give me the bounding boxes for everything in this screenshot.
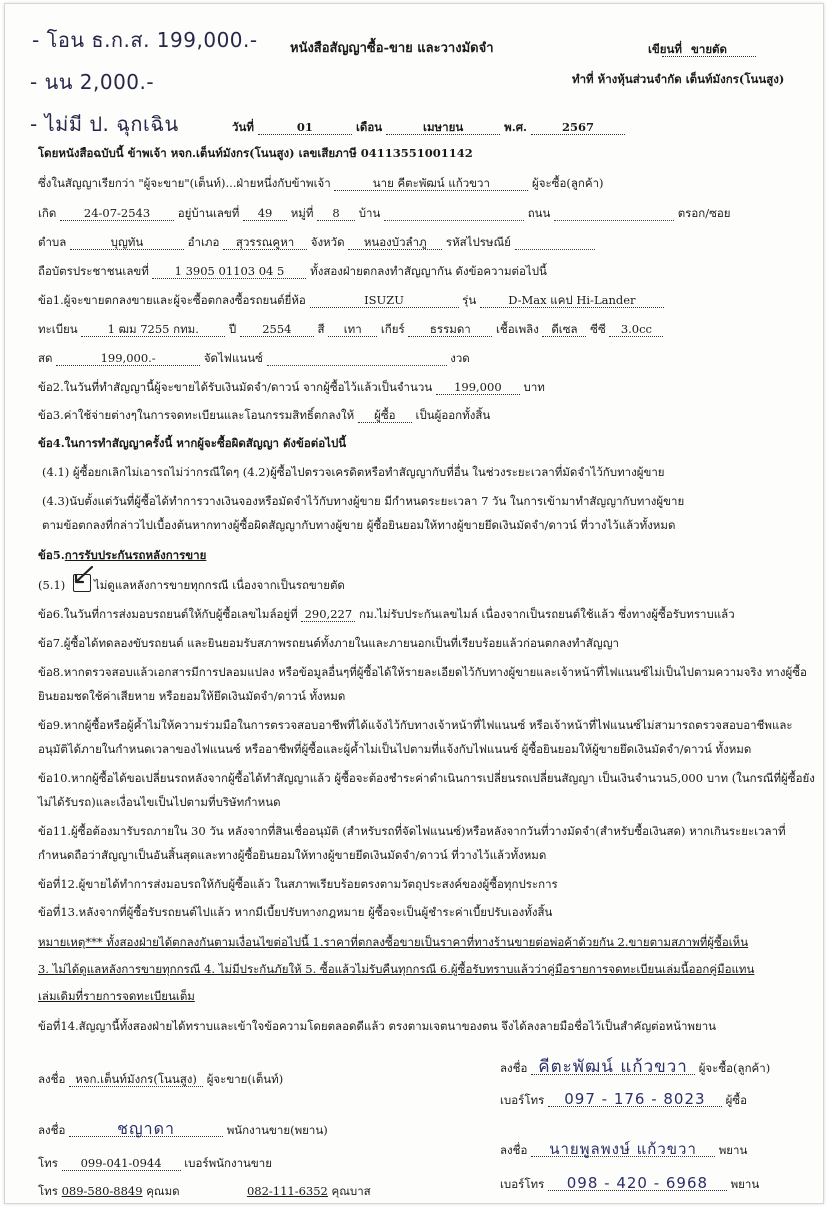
buyer-name: นาย คีตะพัฒน์ แก้วขวา — [334, 176, 528, 191]
buyer-name-line — [38, 176, 604, 191]
year-label: พ.ศ. — [504, 120, 528, 134]
amphoe-value: สุวรรณคูหา — [223, 235, 307, 250]
buyer-address-line-2 — [38, 235, 595, 250]
amphoe-label: อำเภอ — [187, 235, 220, 249]
witness-phone-role: พยาน — [730, 1177, 760, 1191]
clause-4-3: (4.3)นับตั้งแต่วันที่ผู้ซื้อได้ทำการวางเงินจองหรือมัดจำไว้กับทางผู้ขาย มีกำหนดระยะเวลา 7 วัน ในการเข้ามาทำสัญญากับทางผู้ขาย — [42, 494, 685, 508]
document-title: หนังสือสัญญาซื้อ-ขาย และวางมัดจำ — [290, 41, 494, 56]
buyer-sign-role: ผู้จะซื้อ(ลูกค้า) — [698, 1061, 771, 1075]
clause-6-suffix: กม.ไม่รับประกันเลขไมล์ เนื่องจากเป็นรถยนต์ใช้แล้ว ซึ่งทางผู้ซื้อรับทราบแล้ว — [359, 607, 735, 621]
warranty-checkbox[interactable] — [73, 574, 91, 592]
clause-11: ข้อ11.ผู้ซื้อต้องมารับรถภายใน 30 วัน หลังจากที่สินเชื่ออนุมัติ (สำหรับรถที่จัดไฟแนนซ์)หรือหลังจากวันที่วางมัดจำ(สำหรับซื้อเงินสด) หากเกินระยะเวลาที่ — [38, 824, 786, 838]
gear-label: เกียร์ — [380, 322, 405, 336]
clause-5-heading: การรับประกันรถหลังการขาย — [64, 548, 207, 562]
house-label: อยู่บ้านเลขที่ — [177, 206, 240, 220]
buyer-signature: คีตะพัฒน์ แก้วขวา — [531, 1060, 695, 1075]
year-value: 2567 — [531, 120, 625, 135]
handwritten-note-no-insurance: - ไม่มี ป. ฉุกเฉิน — [30, 112, 179, 136]
contact-phones-line — [38, 1184, 371, 1198]
tambon-value: บุญทัน — [70, 235, 184, 250]
clause-9: ข้อ9.หากผู้ซื้อหรือผู้ค้ำไม่ให้ความร่วมมือในการตรวจสอบอาชีพที่ได้แจ้งไว้กับทางเจ้าหน้าที่ไฟแนนซ์ หรือเจ้าหน้าที่ไฟแนนซ์ไม่สามารถตรวจสอบอาชีพและ — [38, 718, 793, 732]
clause-3 — [38, 408, 490, 423]
id-value: 1 3905 01103 04 5 — [152, 264, 306, 279]
staff-phone: 099-041-0944 — [62, 1156, 181, 1171]
cash-label: สด — [38, 351, 53, 365]
road-value — [554, 206, 674, 221]
vehicle-fuel: ดีเซล — [542, 322, 586, 337]
clause-5-1-label: (5.1) — [38, 578, 66, 592]
date-line — [232, 120, 625, 135]
handwritten-note-fee: - นน 2,000.- — [30, 70, 155, 94]
staff-tel-label: โทร — [38, 1156, 58, 1170]
seller-intro: โดยหนังสือฉบับนี้ ข้าพเจ้า หจก.เต็นท์มังกร(โนนสูง) เลขเสียภาษี 04113551001142 — [38, 146, 473, 160]
remark-line-1: หมายเหตุ*** ทั้งสองฝ่ายได้ตกลงกันตามเงื่อนไขต่อไปนี้ 1.ราคาที่ตกลงซื้อขายเป็นราคาที่ทางร้านขายต่อพ่อค้าด้วยกัน 2.ขายตามสภาพที่ผู้ซื้อเห็น — [38, 935, 749, 949]
clause-8: ข้อ8.หากตรวจสอบแล้วเอกสารมีการปลอมแปลง หรือข้อมูลอื่นๆที่ผู้ซื้อได้ให้รายละเอียดไว้กับทางผู้ขายและเจ้าหน้าที่ไฟแนนซ์ไม่เป็นไปตามความจริง ทางผู้ซื้อ — [38, 665, 807, 679]
staff-signature-line — [38, 1119, 328, 1138]
clause-2-suffix: บาท — [523, 380, 545, 394]
written-at-value: ขายตัด — [662, 42, 756, 57]
color-label: สี — [317, 322, 325, 336]
clause-2 — [38, 380, 545, 395]
clause-3-prefix: ข้อ3.ค่าใช้จ่ายต่างๆในการจดทะเบียนและโอนกรรมสิทธิ์ตกลงให้ — [38, 408, 355, 422]
seller-sign-label: ลงชื่อ — [38, 1072, 66, 1086]
witness-signature-line — [500, 1142, 747, 1157]
clause-9b: อนุมัติได้ภายในกำหนดเวลาของไฟแนนซ์ หรืออาชีพที่ผู้ซื้อและผู้ค้ำไม่เป็นไปตามที่แจ้งกับไฟแนนซ์ ผู้ซื้อยินยอมให้ผู้ขายยึดเงินมัดจำ/ดาวน์ ทั้งหมด — [38, 742, 752, 756]
phone-b-name: คุณบาส — [331, 1184, 371, 1198]
written-at-label: เขียนที่ — [648, 42, 682, 56]
buyer-phone-label: เบอร์โทร — [500, 1093, 545, 1107]
finance-label: จัดไฟแนนซ์ — [203, 351, 263, 365]
staff-signature: ชญาดา — [69, 1122, 223, 1137]
vehicle-plate: 1 ฒม 7255 กทม. — [81, 322, 225, 337]
buyer-intro: ซึ่งในสัญญาเรียกว่า "ผู้จะขาย"(เต็นท์)...ฝ่ายหนึ่งกับข้าพเจ้า — [38, 176, 331, 190]
staff-role: พนักงานขาย(พยาน) — [226, 1123, 328, 1137]
seller-signature-line — [38, 1072, 283, 1087]
day-label: วันที่ — [232, 120, 254, 134]
remark-line-2: 3. ไม่ได้ดูแลหลังการขายทุกกรณี 4. ไม่มีประกันภัยให้ 5. ซื้อแล้วไม่รับคืนทุกกรณี 6.ผู้ซื้อรับทราบแล้วว่าคู่มือรายการจดทะเบียนเล่มนี้ออกคู่มือแทน — [38, 962, 755, 976]
place-line — [572, 72, 784, 86]
buyer-signature-line — [500, 1057, 771, 1077]
buyer-phone: 097 - 176 - 8023 — [548, 1092, 722, 1107]
clause-14: ข้อที่14.สัญญานี้ทั้งสองฝ่ายได้ทราบและเข้าใจข้อความโดยตลอดดีแล้ว ตรงตามเจตนาของตน จึงได้ลงลายมือชื่อไว้เป็นสำคัญต่อหน้าพยาน — [38, 1019, 717, 1033]
day-value: 01 — [258, 120, 352, 135]
phone-a: 089-580-8849 — [61, 1184, 143, 1198]
clause-11b: กำหนดถือว่าสัญญาเป็นอันสิ้นสุดและทางผู้ซื้อยินยอมให้ทางผู้ขายยึดเงินมัดจำ/ดาวน์ ที่วางไว้แล้วทั้งหมด — [38, 848, 547, 862]
postal-label: รหัสไปรษณีย์ — [445, 235, 511, 249]
contact-tel-label: โทร — [38, 1184, 58, 1198]
vehicle-gear: ธรรมดา — [408, 322, 492, 337]
month-label: เดือน — [355, 120, 383, 134]
buyer-phone-line — [500, 1092, 747, 1107]
witness-phone-label: เบอร์โทร — [500, 1177, 545, 1191]
clause-6 — [38, 607, 735, 622]
clause-12: ข้อที่12.ผู้ขายได้ทำการส่งมอบรถให้กับผู้ซื้อแล้ว ในสภาพเรียบร้อยตรงตามวัตถุประสงค์ของผู้ซื้อทุกประการ — [38, 877, 558, 891]
model-label: รุ่น — [462, 293, 477, 307]
postal-value — [515, 235, 595, 250]
province-value: หนองบัวลำภู — [348, 235, 442, 250]
vehicle-brand: ISUZU — [310, 293, 459, 308]
place-prefix: ทำที่ — [572, 72, 594, 86]
witness-sign-label: ลงชื่อ — [500, 1143, 528, 1157]
village-value — [384, 206, 524, 221]
finance-value — [267, 351, 447, 366]
cash-value: 199,000.- — [56, 351, 200, 366]
phone-b: 082-111-6352 — [246, 1184, 328, 1198]
clause-4-title: ข้อ4.ในการทำสัญญาครั้งนี้ หากผู้จะซื้อผิดสัญญา ดังข้อต่อไปนี้ — [38, 436, 347, 450]
witness-phone-line — [500, 1176, 759, 1191]
vehicle-year-label: ปี — [228, 322, 237, 336]
vehicle-year: 2554 — [240, 322, 314, 337]
witness-role: พยาน — [718, 1143, 748, 1157]
place-value: ห้างหุ้นส่วนจำกัด เต็นท์มังกร(โนนสูง) — [597, 72, 785, 86]
handwritten-note-transfer: - โอน ธ.ก.ส. 199,000.- — [32, 28, 258, 52]
clause-4-3b: ตามข้อตกลงที่กล่าวไปเบื้องต้นหากทางผู้ซื้อผิดสัญญากับทางผู้ขาย ผู้ซื้อยินยอมให้ทางผู้ขายยึดเงินมัดจำ/ดาวน์ ที่วางไว้แล้วทั้งหมด — [42, 518, 676, 532]
clause-10: ข้อ10.หากผู้ซื้อได้ขอเปลี่ยนรถหลังจากผู้ซื้อได้ทำสัญญาแล้ว ผู้ซื้อจะต้องชำระค่าดำเนินการเปลี่ยนรถเปลี่ยนสัญญา เป็นเงินจำนวน5,000 บาท (ในกรณีที่ผู้ซื้อยัง — [38, 771, 815, 785]
staff-phone-role: เบอร์พนักงานขาย — [184, 1156, 272, 1170]
fuel-label: เชื้อเพลิง — [496, 322, 539, 336]
seller-role: ผู้จะขาย(เต็นท์) — [206, 1072, 284, 1086]
clause-7: ข้อ7.ผู้ซื้อได้ทดลองขับรถยนต์ และยินยอมรับสภาพรถยนต์ทั้งภายในและภายนอกเป็นที่เรียบร้อยแล้วก่อนตกลงทำสัญญา — [38, 636, 619, 650]
province-label: จังหวัด — [310, 235, 345, 249]
moo-value: 8 — [317, 206, 355, 221]
clause-10b: ไม่ได้รับรถ)และเงื่อนไขเป็นไปตามที่บริษัทกำหนด — [38, 795, 281, 809]
vehicle-cc: 3.0cc — [609, 322, 663, 337]
clause-4-1: (4.1) ผู้ซื้อยกเลิกไม่เอารถไม่ว่ากรณีใดๆ (4.2)ผู้ซื้อไปตรวจเครดิตหรือทำสัญญากับที่อื่น ในช่วงระยะเวลาที่มัดจำไว้กับทางผู้ขาย — [42, 465, 665, 479]
mileage-value: 290,227 — [301, 607, 355, 622]
born-label: เกิด — [38, 206, 57, 220]
tambon-label: ตำบล — [38, 235, 67, 249]
clause-5-prefix: ข้อ5. — [38, 548, 65, 562]
deposit-amount: 199,000 — [436, 380, 520, 395]
clause-3-party: ผู้ซื้อ — [358, 408, 412, 423]
buyer-phone-role: ผู้ซื้อ — [725, 1093, 748, 1107]
clause-2-prefix: ข้อ2.ในวันที่ทำสัญญานี้ผู้จะขายได้รับเงินมัดจำ/ดาวน์ จากผู้ซื้อไว้แล้วเป็นจำนวน — [38, 380, 433, 394]
clause-8b: ยินยอมชดใช้ค่าเสียหาย หรือยอมให้ยึดเงินมัดจำ/ดาวน์ ทั้งหมด — [38, 689, 346, 703]
staff-phone-line — [38, 1156, 272, 1171]
seller-signature: หจก.เต็นท์มังกร(โนนสูง) — [69, 1072, 203, 1087]
vehicle-model: D-Max แคป Hi-Lander — [480, 293, 664, 308]
id-line — [38, 264, 547, 279]
clause-3-suffix: เป็นผู้ออกทั้งสิ้น — [415, 408, 491, 422]
clause-6-prefix: ข้อ6.ในวันที่การส่งมอบรถยนต์ให้กับผู้ซื้อเลขไมล์อยู่ที่ — [38, 607, 298, 621]
moo-label: หมู่ที่ — [290, 206, 314, 220]
installment-label: งวด — [450, 351, 470, 365]
clause-13: ข้อที่13.หลังจากที่ผู้ซื้อรับรถยนต์ไปแล้ว หากมีเบี้ยปรับทางกฎหมาย ผู้ซื้อจะเป็นผู้ชำระค่าเบี้ยปรับเองทั้งสิ้น — [38, 905, 553, 919]
witness-signature: นายพูลพงษ์ แก้วขวา — [531, 1142, 715, 1157]
road-label: ถนน — [527, 206, 551, 220]
house-value: 49 — [243, 206, 287, 221]
buyer-role: ผู้จะซื้อ(ลูกค้า) — [532, 176, 604, 190]
remark-line-3: เล่มเดิมที่รายการจดทะเบียนเต็ม — [38, 989, 195, 1003]
id-suffix: ทั้งสองฝ่ายตกลงทำสัญญากัน ดังข้อความต่อไปนี้ — [310, 264, 547, 278]
id-label: ถือบัตรประชาชนเลขที่ — [38, 264, 149, 278]
month-value: เมษายน — [386, 120, 500, 135]
phone-a-name: คุณมด — [146, 1184, 180, 1198]
staff-sign-label: ลงชื่อ — [38, 1123, 66, 1137]
vehicle-line-1 — [38, 293, 664, 308]
clause-5-title — [38, 548, 206, 562]
village-label: บ้าน — [358, 206, 381, 220]
vehicle-color: เทา — [328, 322, 377, 337]
soi-label: ตรอก/ซอย — [677, 206, 731, 220]
witness-phone: 098 - 420 - 6968 — [548, 1176, 727, 1191]
clause-5-1: ไม่ดูแลหลังการขายทุกกรณี เนื่องจากเป็นรถขายตัด — [94, 578, 345, 592]
plate-label: ทะเบียน — [38, 322, 78, 336]
price-line — [38, 351, 470, 366]
buyer-sign-label: ลงชื่อ — [500, 1061, 528, 1075]
vehicle-line-2 — [38, 322, 663, 337]
buyer-address-line-1 — [38, 206, 731, 221]
cc-label: ซีซี — [590, 322, 606, 336]
clause1-prefix: ข้อ1.ผู้จะขายตกลงขายและผู้จะซื้อตกลงซื้อรถยนต์ยี่ห้อ — [38, 293, 306, 307]
born-value: 24-07-2543 — [60, 206, 174, 221]
